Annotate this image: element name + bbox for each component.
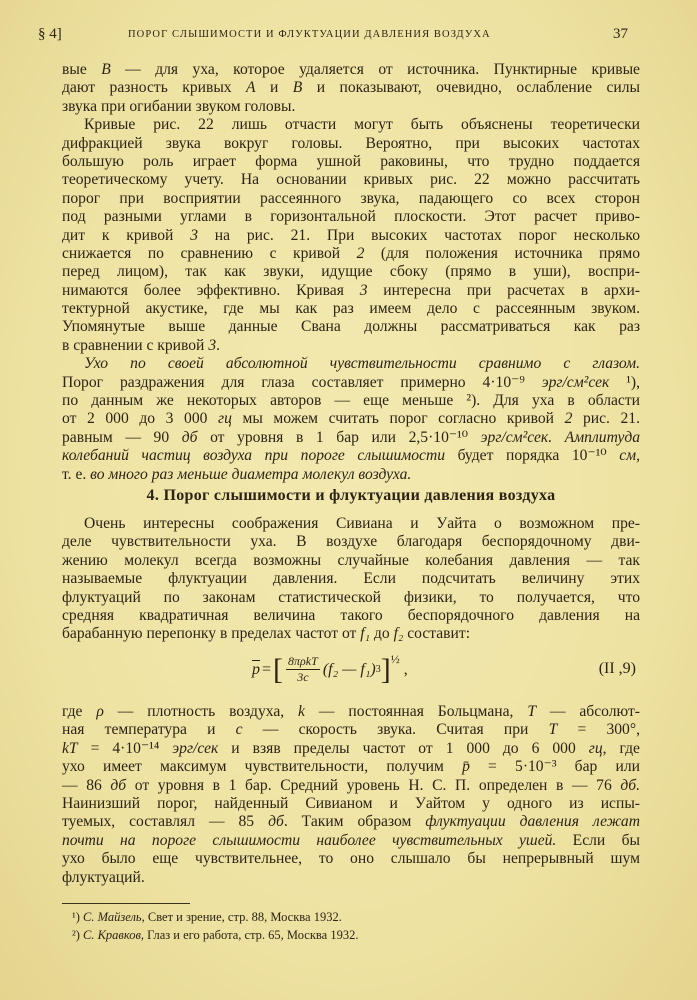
text-segment: и показывают, очевидно, ослабление силы (302, 79, 640, 97)
text-segment: жению молекул всегда возможны случайные колебания давления — так (62, 551, 640, 569)
italic-text: kT (62, 739, 78, 757)
text-segment: на рис. 21. При высоких частотах порог несколько (198, 226, 640, 244)
text-line (62, 813, 640, 831)
italic-text: T (548, 721, 558, 739)
italic-text: см, (619, 447, 641, 465)
italic-text: k (298, 703, 305, 720)
text-line (62, 869, 640, 887)
italic-text: 3 (359, 281, 368, 299)
text-line (62, 570, 640, 588)
text-segment: до (370, 625, 394, 643)
text-segment: Порог раздражения для глаза составляет примерно 4·10⁻⁹ (62, 373, 542, 391)
text-line (62, 758, 640, 776)
text-segment: — плотность воздуха, (103, 703, 299, 720)
formula-factor: (f₂ — f₁) (322, 660, 376, 678)
formula-power: 3 (375, 664, 381, 675)
text-segment: будет порядка 10⁻¹⁰ (445, 447, 620, 465)
text-segment: от уровня в 1 бар. Средний уровень Н. С. П. определен в — 76 (126, 776, 621, 794)
text-segment: ухо было еще чувствительнее, то оно слышало бы непрерывный шум (62, 850, 640, 868)
text-segment: = 300°, (557, 721, 640, 739)
text-line (62, 245, 640, 263)
text-segment: средняя квадратичная величина такого беспорядочного давления на (62, 606, 640, 624)
text-segment: (для положения источника прямо (364, 244, 640, 262)
text-line (62, 355, 640, 373)
text-line (62, 190, 640, 208)
text-line (62, 98, 640, 116)
footnote-text: , Свет и зрение, стр. 88, Москва 1932. (141, 910, 342, 924)
text-segment: = 4·10⁻¹⁴ (77, 739, 173, 757)
equation (62, 650, 640, 690)
text-line (62, 447, 640, 465)
text-segment: дит к кривой (62, 226, 191, 244)
text-line (62, 589, 640, 607)
text-line (62, 227, 640, 245)
text-segment: тектурной акустике, где мы как раз имеем дело с рассеянным звуком. (62, 300, 640, 318)
left-bracket: [ (273, 652, 284, 686)
formula-eq: = (262, 660, 272, 678)
text-line (62, 392, 640, 410)
italic-text: f₂ (393, 625, 404, 643)
italic-text: дб. (620, 776, 641, 794)
text-segment: и (255, 79, 293, 97)
italic-text: B (292, 79, 303, 97)
text-line (62, 337, 640, 355)
text-line (62, 777, 640, 795)
text-line (62, 552, 640, 570)
text-segment: — для уха, которое удаляется от источника. Пунктирные кривые (110, 61, 640, 78)
text-line (62, 208, 640, 226)
text-line (62, 61, 640, 79)
italic-text: дб (268, 813, 284, 831)
italic-text: дб (181, 428, 198, 446)
italic-text: во много раз меньше диаметра молекул воздуха. (90, 465, 412, 483)
running-title: ПОРОГ СЛЫШИМОСТИ И ФЛУКТУАЦИИ ДАВЛЕНИЯ ВОЗДУХА (128, 29, 491, 40)
text-segment: от уровня в 1 бар или 2,5·10⁻¹⁰ (197, 428, 481, 446)
text-line (62, 740, 640, 758)
text-segment: равным — 90 (62, 428, 182, 446)
text-segment: туемых, составлял — 85 (62, 813, 269, 831)
text-line (62, 703, 640, 721)
paragraph-block (62, 61, 640, 484)
footnote-divider (62, 903, 190, 904)
paragraph-block (62, 515, 640, 644)
text-segment: флуктуаций по законам статистической физики, то получается, что (62, 588, 640, 606)
text-line (62, 795, 640, 813)
text-segment: флуктуаций. (62, 868, 145, 886)
text-segment: и взяв пределы частот от 1 000 до 6 000 (218, 739, 589, 757)
text-segment: , где (602, 739, 640, 757)
text-segment: — скорость звука. Считая при (242, 721, 549, 739)
text-segment: ная температура и (62, 721, 236, 739)
italic-text: гц (218, 410, 232, 428)
text-segment: барабанную перепонку в пределах частот от (62, 625, 361, 643)
italic-text: 2 (356, 244, 365, 262)
text-segment: в сравнении с кривой (62, 336, 209, 354)
footnote-mark: ¹) (72, 910, 84, 924)
footnote-1 (72, 908, 632, 926)
formula-numerator: 8πρkT (288, 654, 318, 668)
italic-text: колебаний частиц воздуха при пороге слышимости (62, 447, 446, 465)
formula-fraction (286, 654, 320, 685)
text-line (62, 850, 640, 868)
text-line (62, 153, 640, 171)
italic-text: c (235, 721, 243, 739)
text-line (62, 429, 640, 447)
section-marker: § 4] (38, 26, 62, 42)
italic-text: 2 (564, 410, 573, 428)
italic-text: A (246, 79, 256, 97)
italic-text: p̄ (462, 758, 470, 776)
text-line (62, 533, 640, 551)
italic-text: Ухо по своей абсолютной чувствительности сравнимо с глазом. (84, 355, 640, 373)
text-segment: — постоянная Больцмана, (304, 703, 528, 720)
italic-text: эрг/сек (172, 739, 219, 757)
italic-text: флуктуации давления лежат (425, 813, 640, 831)
text-segment: составит: (403, 625, 471, 643)
text-segment: . Таким образом (283, 813, 426, 831)
text-segment: порог при восприятии рассеянного звука, падающего со всех сторон (62, 189, 640, 207)
footnote-text: , Глаз и его работа, стр. 65, Москва 1932. (140, 928, 359, 942)
footnote-author: С. Майзель (83, 910, 142, 924)
text-line (62, 721, 640, 739)
text-segment: . (216, 336, 221, 354)
text-segment: перед лицом), так как звуки, идущие сбоку (прямо в уши), воспри- (62, 263, 640, 281)
text-line (62, 282, 640, 300)
text-segment: нимаются более эффективно. Кривая (62, 281, 360, 299)
right-bracket: ] (380, 652, 391, 686)
text-line (62, 116, 640, 134)
footnote-2 (72, 926, 632, 944)
text-line (62, 79, 640, 97)
section-heading: 4. Порог слышимости и флуктуации давления воздуха (146, 487, 556, 504)
text-segment: по данным же некоторых авторов — еще меньше ²). Для уха в области (62, 392, 640, 410)
text-segment: рис. 21. (572, 410, 640, 428)
equation-number: (II ,9) (598, 660, 636, 677)
text-segment: вые (62, 61, 102, 78)
text-segment: Упомянутые выше данные Свана должны рассматриваться как раз (62, 318, 640, 336)
text-line (62, 515, 640, 533)
text-line (62, 832, 640, 850)
text-segment: Очень интересны соображения Сивиана и Уайта о возможном пре- (84, 515, 640, 532)
paragraph-block (62, 703, 640, 887)
italic-text: эрг/см²сек (541, 373, 610, 391)
text-line (62, 263, 640, 281)
text-line (62, 466, 640, 484)
text-segment: звука при огибании звуком головы. (62, 97, 296, 115)
text-segment: под разными углами в горизонтальной плоскости. Этот расчет приво- (62, 208, 640, 226)
italic-text: T (527, 703, 536, 720)
text-line (62, 625, 640, 643)
text-line (62, 135, 640, 153)
text-segment: дифракцией звука вокруг головы. Вероятно, при высоких частотах (62, 134, 640, 152)
formula-denominator: 3c (297, 670, 309, 684)
text-segment: называемые флуктуации давления. Если подсчитать величину этих (62, 570, 640, 588)
text-segment: мы можем считать порог согласно кривой (231, 410, 565, 428)
running-header (38, 26, 628, 46)
text-segment: где (62, 703, 97, 720)
formula-outer-power: ½ (390, 652, 400, 666)
text-segment: большую роль играет форма ушной раковины, что трудно поддается (62, 152, 640, 170)
text-segment: Наинизший порог, найденный Сивианом и Уайтом у одного из испы- (62, 794, 640, 812)
formula-lhs: $\overline{p}$ (252, 660, 260, 678)
text-segment: деле чувствительности уха. В воздухе благодаря беспорядочному дви- (62, 533, 640, 551)
text-segment: дают разность кривых (62, 79, 247, 97)
italic-text: 3 (208, 336, 217, 354)
text-segment: = 5·10⁻³ бар или (469, 758, 640, 776)
page-number: 37 (613, 26, 628, 42)
italic-text: гц (588, 739, 603, 757)
text-line (62, 607, 640, 625)
text-segment: интересна при расчетах в архи- (367, 281, 640, 299)
text-segment: — 86 (62, 776, 111, 794)
footnote-mark: ²) (72, 928, 84, 942)
text-segment: снижается по сравнению с кривой (62, 244, 357, 262)
italic-text: дб (110, 776, 127, 794)
text-segment: ухо имеет максимум чувствительности, получим (62, 758, 463, 776)
italic-text: B (101, 61, 111, 78)
italic-text: 3 (190, 226, 198, 244)
text-line (62, 300, 640, 318)
italic-text: почти на пороге слышимости наиболее чувствительных ушей. (62, 831, 557, 849)
text-segment: от 2 000 до 3 000 (62, 410, 219, 428)
text-segment: Кривые рис. 22 лишь отчасти могут быть объяснены теоретически (84, 116, 640, 134)
text-segment: Если бы (556, 831, 640, 849)
footnote-author: С. Кравков (83, 928, 141, 942)
text-line (62, 171, 640, 189)
text-segment: т. е. (62, 465, 91, 483)
text-line (62, 410, 640, 428)
text-segment: ¹), (609, 373, 640, 391)
formula-comma: , (403, 660, 408, 678)
text-line (62, 374, 640, 392)
text-line (62, 318, 640, 336)
text-segment: теоретическому учету. На основании кривых рис. 22 можно рассчитать (62, 171, 640, 189)
italic-text: ρ (96, 703, 104, 720)
italic-text: f₁ (360, 625, 371, 643)
italic-text: эрг/см²сек. Амплитуда (480, 428, 641, 446)
text-segment: — абсолют- (536, 703, 640, 720)
